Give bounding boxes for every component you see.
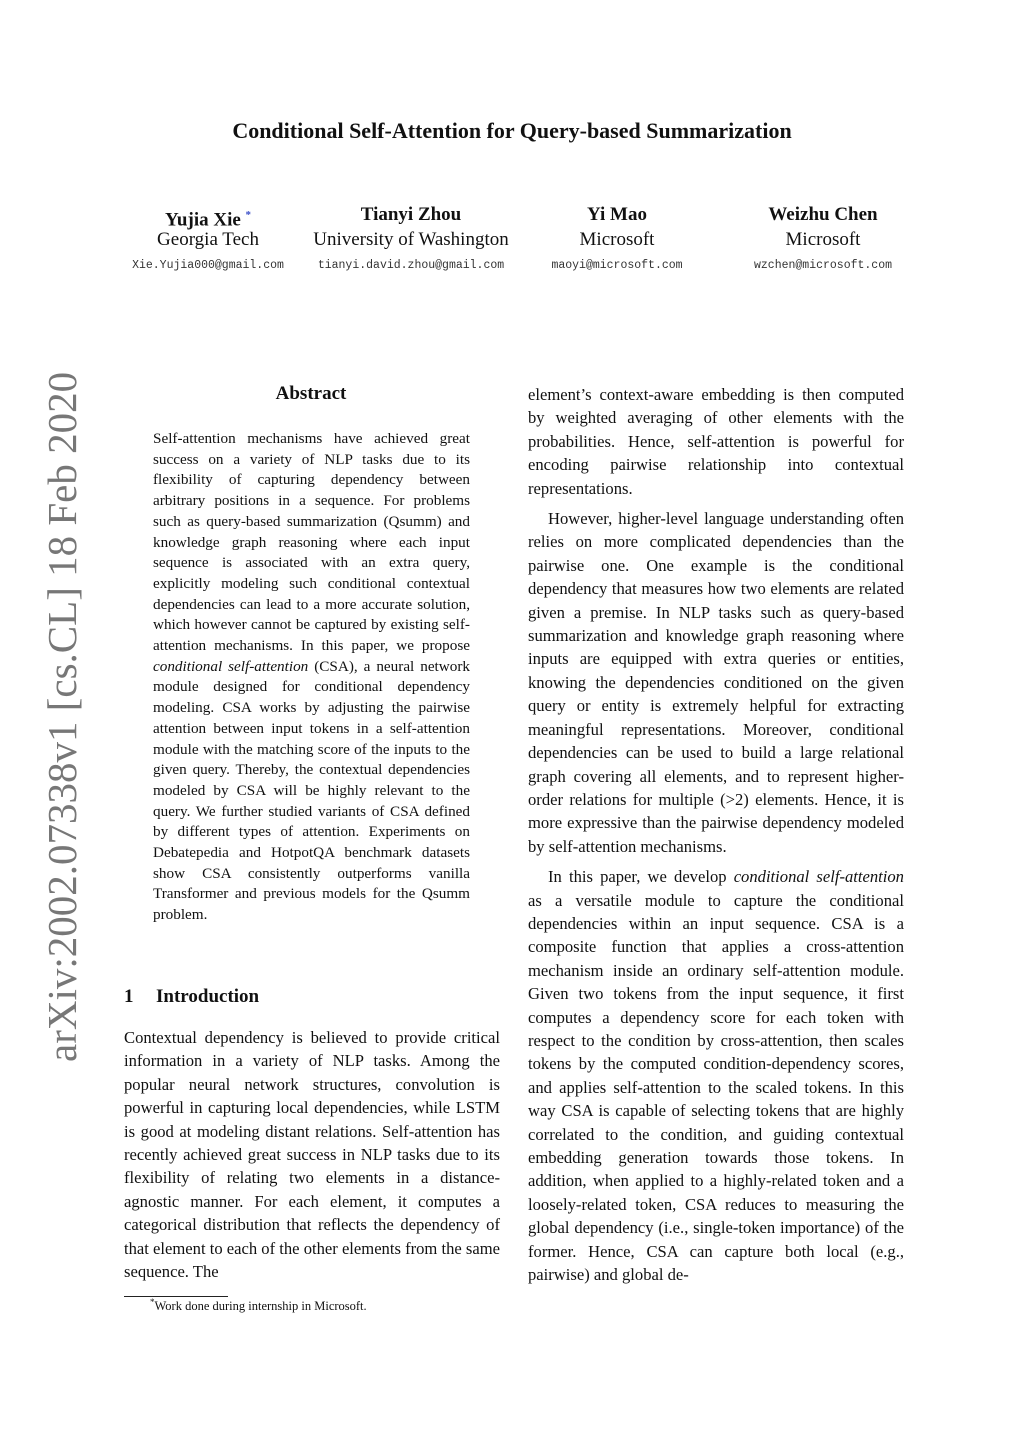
abstract-text: Self-attention mechanisms have achieved great success on a variety of NLP tasks due to its flexibility of capturing dependency between arbitrary positions in a sequence. For problems such as query-based summarization (Qsumm) and knowledge graph reasoning where each input sequence is associated with an extra query, explicitly modeling such conditional contextual dependencies can lead to a more accurate solution, which however cannot be captured by existing self-attention mechanisms. In this paper, we propose conditional self-attention (CSA), a neural network module designed for conditional dependency modeling. CSA works by adjusting the pairwise attention between input tokens in a self-attention module with the matching score of the inputs to the given query. Thereby, the contextual dependencies modeled by CSA will be highly relevant to the query. We further studied variants of CSA defined by different types of attention. Experiments on Debatepedia and HotpotQA benchmark datasets show CSA consistently outperforms vanilla Transformer and previous models for the Qsumm problem.	[153, 430, 470, 924]
abstract-heading: Abstract	[275, 383, 347, 404]
author-name: Weizhu Chen	[768, 204, 878, 225]
paper-title: Conditional Self-Attention for Query-based Summarization	[232, 118, 792, 143]
arxiv-stamp: arXiv:2002.07338v1 [cs.CL] 18 Feb 2020	[39, 371, 85, 1062]
section-title: Introduction	[156, 986, 260, 1007]
author-affiliation: Microsoft	[579, 229, 655, 250]
intro-paragraph: Contextual dependency is believed to provide critical information in a variety of NLP tasks. Among the popular neural network structures, convolution is powerful in capturing local dependencies, while LSTM is good at modeling distant relations. Self-attention has recently achieved great success in NLP tasks due to its flexibility of relating two elements in a distance-agnostic manner. For each element, it computes a categorical distribution that reflects the dependency of that element to each of the other elements from the same sequence. The	[124, 1028, 500, 1282]
author-email: Xie.Yujia000@gmail.com	[132, 259, 284, 272]
author-affiliation: Microsoft	[785, 229, 861, 250]
author-email: maoyi@microsoft.com	[551, 259, 683, 272]
author-affiliation: University of Washington	[313, 229, 509, 250]
author-name: Yi Mao	[587, 204, 647, 225]
author-name: Tianyi Zhou	[360, 204, 462, 225]
section-number: 1	[124, 986, 134, 1007]
author-block	[291, 203, 531, 272]
footnote	[150, 1297, 367, 1314]
author-email: wzchen@microsoft.com	[753, 259, 893, 272]
author-block	[703, 203, 943, 272]
author-affiliation: Georgia Tech	[157, 229, 259, 250]
author-email: tianyi.david.zhou@gmail.com	[317, 259, 505, 272]
right-column	[528, 383, 904, 1293]
footnote-marker: *	[150, 1297, 155, 1307]
body-paragraph: In this paper, we develop conditional self-attention as a versatile module to capture the conditional dependencies within an input sequence. CSA is a composite function that applies a cross-attention mechanism inside an ordinary self-attention module. Given two tokens from the input sequence, it first computes a dependency score for each token with respect to the condition by cross-attention, then scales tokens by the computed condition-dependency scores, and applies self-attention to the scaled tokens. In this way CSA is capable of selecting tokens that are highly correlated to the condition, and guiding contextual embedding generation towards those tokens. In addition, when applied to a highly-related token and a loosely-related token, CSA reduces to measuring the global dependency (i.e., single-token importance) of the former. Hence, CSA can capture both local (e.g., pairwise) and global de-	[528, 867, 904, 1285]
author-block	[497, 203, 737, 272]
body-paragraph: However, higher-level language understanding often relies on more complicated dependencies than the pairwise one. One example is the conditional dependency that measures how two elements are related given a premise. In NLP tasks such as query-based summarization and knowledge graph reasoning where inputs are equipped with extra queries or entities, knowing the dependencies conditioned on the given query or entity is extremely helpful for extracting meaningful representations. Moreover, conditional dependencies can be used to build a large relational graph covering all elements, and to represent higher-order relations for multiple (>2) elements. Hence, it is more expressive than the pairwise dependency modeled by self-attention mechanisms.	[528, 509, 904, 856]
author-name: Yujia Xie	[164, 209, 241, 231]
footnote-marker: *	[245, 209, 252, 221]
body-paragraph: element’s context-aware embedding is then computed by weighted averaging of other elements with the probabilities. Hence, self-attention is powerful for encoding pairwise relationship into contextual representations.	[528, 385, 904, 498]
footnote-text: Work done during internship in Microsoft.	[154, 1299, 367, 1314]
section-heading	[124, 986, 259, 1008]
